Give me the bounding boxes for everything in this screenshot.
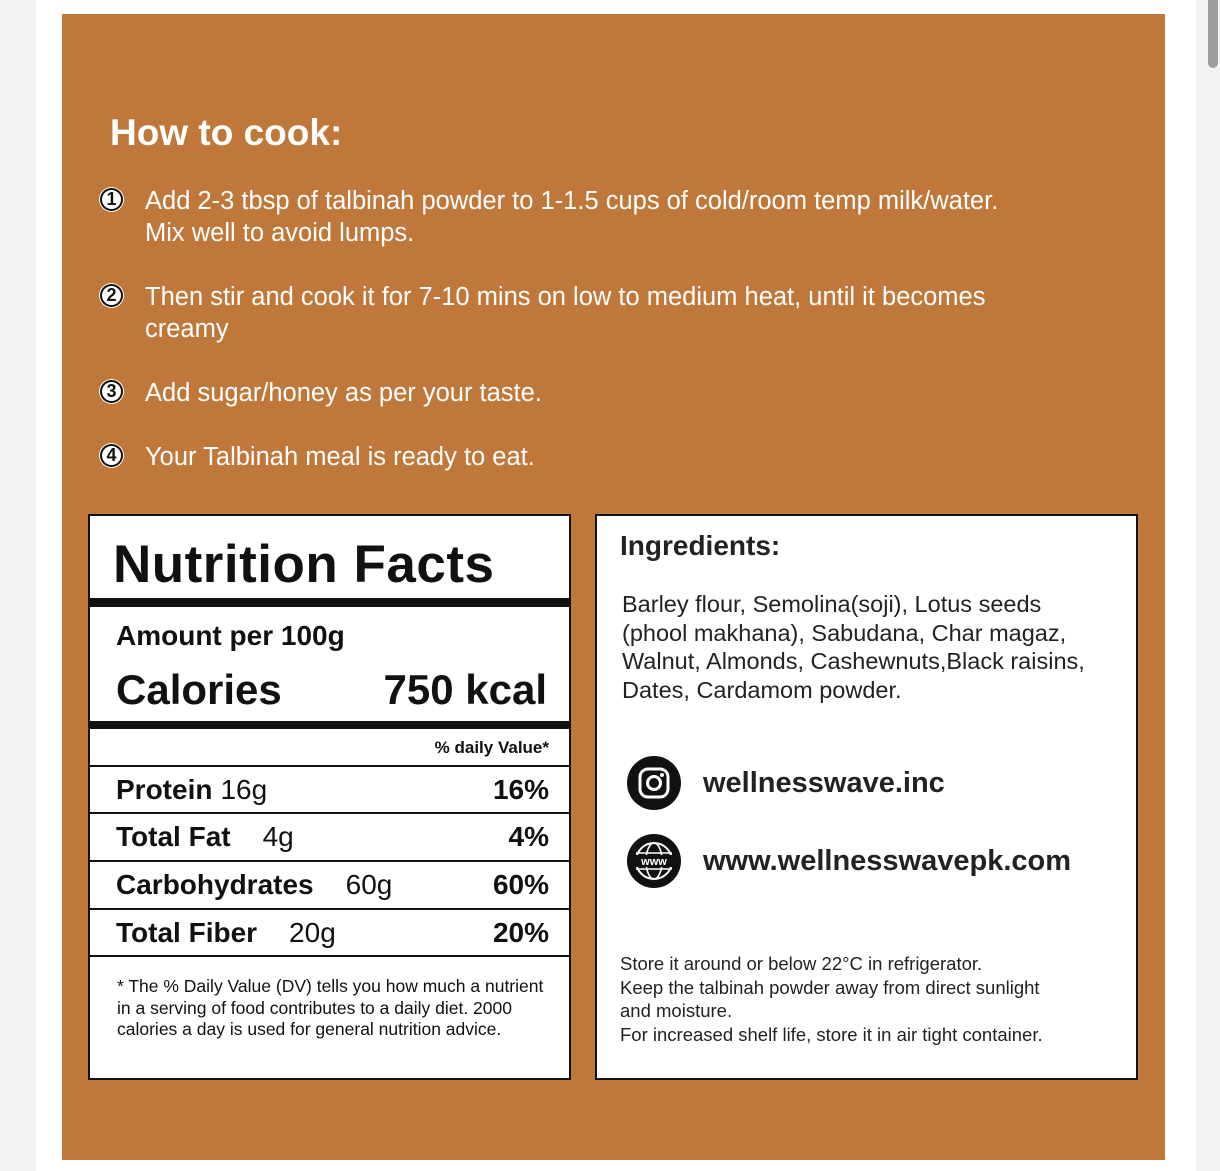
nutrition-facts-title: Nutrition Facts (113, 535, 495, 594)
storage-instructions (620, 952, 1130, 1046)
storage-line: For increased shelf life, store it in air tight container. (620, 1023, 1043, 1045)
nutrient-label: Protein (116, 774, 213, 805)
step-text (145, 441, 535, 473)
nutrient-amount: 20g (289, 917, 336, 948)
nutrient-row-carbohydrates (90, 862, 569, 908)
daily-value-footnote: * The % Daily Value (DV) tells you how much a nutrient in a serving of food contributes to a daily diet. 2000 calories a day is used for general nutrition advice. (117, 976, 544, 1039)
nutrient-row-fiber (90, 910, 569, 956)
how-to-cook-title: How to cook: (110, 112, 343, 153)
step-text (145, 377, 542, 409)
daily-value-header: % daily Value* (434, 738, 549, 757)
calories-label: Calories (116, 666, 282, 713)
ingredients-line: (phool makhana), Sabudana, Char magaz, (622, 619, 1067, 646)
scrollbar-thumb[interactable] (1208, 0, 1218, 68)
product-info-card (62, 14, 1165, 1160)
ingredients-panel (595, 514, 1138, 1080)
nutrient-name (116, 869, 392, 901)
cook-step-4 (100, 441, 1140, 473)
ingredients-line: Dates, Cardamom powder. (622, 676, 902, 703)
step-text-line: Mix well to avoid lumps. (145, 219, 415, 247)
nutrient-row-fat (90, 814, 569, 860)
divider (90, 721, 569, 729)
ingredients-title: Ingredients: (620, 530, 781, 561)
step-text (145, 185, 998, 249)
nutrient-label: Total Fat (116, 821, 231, 852)
step-text-line: creamy (145, 315, 229, 343)
nutrient-row-protein (90, 767, 569, 813)
ingredients-line: Walnut, Almonds, Cashewnuts,Black raisins, (622, 648, 1085, 674)
cook-step-2 (100, 281, 1140, 345)
amount-per-serving: Amount per 100g (116, 620, 345, 651)
globe-icon (627, 834, 681, 888)
nutrient-name (116, 774, 267, 806)
website-contact[interactable] (627, 834, 1071, 888)
scrollbar[interactable] (1206, 0, 1220, 1171)
storage-line: Keep the talbinah powder away from direct sunlight (620, 976, 1040, 998)
step-number-badge: 4 (100, 444, 123, 467)
step-number-badge: 1 (100, 188, 123, 211)
website-url[interactable]: www.wellnesswavepk.com (703, 844, 1072, 877)
ingredients-list (622, 590, 1132, 704)
divider (90, 955, 569, 957)
step-text-line: Add sugar/honey as per your taste. (145, 379, 542, 407)
nutrient-name (116, 821, 294, 853)
step-number-badge: 3 (100, 380, 123, 403)
cook-step-3 (100, 377, 1140, 409)
instagram-handle[interactable]: wellnesswave.inc (703, 766, 945, 799)
nutrient-percent: 60% (492, 869, 549, 900)
nutrient-name (116, 917, 336, 949)
nutrient-amount: 16g (220, 774, 268, 805)
instagram-icon (627, 756, 681, 810)
step-text-line: Your Talbinah meal is ready to eat. (145, 443, 535, 471)
divider (90, 598, 569, 607)
nutrient-percent: 4% (508, 821, 549, 852)
step-text (145, 281, 985, 345)
storage-line: Store it around or below 22°C in refrigerator. (620, 953, 983, 974)
step-text-line: Then stir and cook it for 7-10 mins on low to medium heat, until it becomes (145, 283, 986, 311)
nutrient-percent: 20% (492, 917, 549, 948)
storage-line: and moisture. (620, 1000, 733, 1021)
instagram-contact[interactable] (627, 756, 945, 810)
nutrient-amount: 60g (345, 869, 393, 900)
nutrient-percent: 16% (492, 774, 549, 805)
nutrition-facts-panel (88, 514, 571, 1080)
calories-value: 750 kcal (383, 666, 547, 713)
globe-icon-text: www (641, 856, 667, 868)
step-number-badge: 2 (100, 284, 123, 307)
ingredients-line: Barley flour, Semolina(soji), Lotus seeds (622, 591, 1042, 617)
nutrient-label: Total Fiber (116, 917, 258, 948)
cook-step-1 (100, 185, 1140, 249)
nutrient-label: Carbohydrates (116, 869, 314, 900)
nutrient-amount: 4g (262, 821, 294, 852)
step-text-line: Add 2-3 tbsp of talbinah powder to 1-1.5 cups of cold/room temp milk/water. (145, 187, 999, 215)
